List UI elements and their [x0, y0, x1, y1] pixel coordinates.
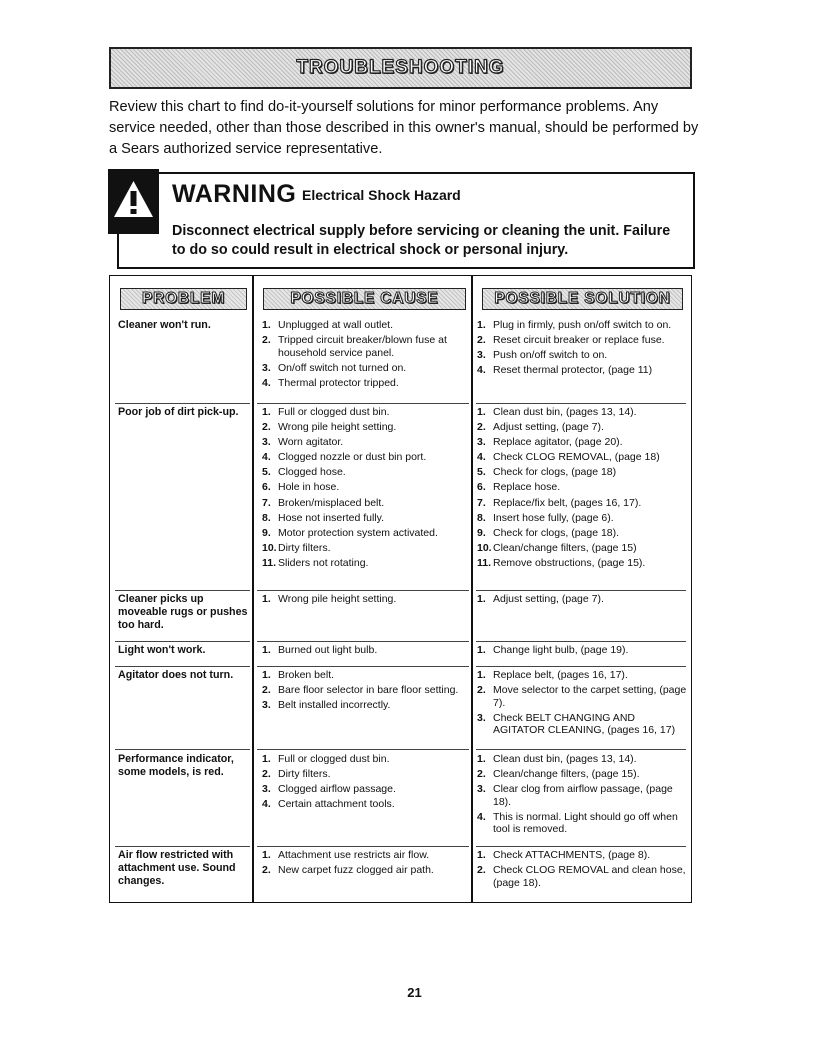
item-text: Insert hose fully, (page 6).	[493, 511, 614, 524]
item-number: 5.	[262, 466, 271, 479]
cause-item	[262, 497, 467, 510]
cause-item	[262, 699, 467, 712]
solution-list	[477, 319, 687, 379]
item-number: 1.	[262, 753, 271, 765]
row-separator	[476, 403, 686, 404]
solution-item	[477, 811, 687, 836]
cause-item	[262, 798, 467, 811]
item-number: 7.	[477, 496, 486, 509]
item-number: 4.	[477, 810, 486, 823]
solution-item	[477, 421, 687, 434]
cause-item	[262, 481, 467, 494]
cause-list	[262, 406, 467, 572]
item-number: 10.	[477, 541, 492, 554]
cause-item	[262, 768, 467, 781]
item-number: 1.	[262, 406, 271, 418]
item-number: 2.	[477, 421, 486, 434]
solution-item	[477, 466, 687, 479]
solution-item	[477, 849, 687, 862]
item-text: Clean dust bin, (pages 13, 14).	[493, 753, 637, 765]
row-separator	[115, 846, 250, 847]
item-text: Change light bulb, (page 19).	[493, 644, 629, 656]
solution-item	[477, 406, 687, 419]
cause-item	[262, 557, 467, 570]
header-possible-solution: POSSIBLE SOLUTION	[482, 288, 683, 310]
item-text: Tripped circuit breaker/blown fuse at household service panel.	[278, 334, 447, 359]
cause-item	[262, 527, 467, 540]
problem-text: Cleaner picks up moveable rugs or pushes too hard.	[118, 593, 248, 631]
row-separator	[115, 666, 250, 667]
problem-text: Agitator does not turn.	[118, 669, 234, 681]
item-number: 1.	[262, 849, 271, 861]
item-text: Wrong pile height setting.	[278, 593, 397, 605]
item-number: 4.	[262, 798, 271, 811]
item-text: Dirty filters.	[278, 768, 331, 781]
item-number: 1.	[477, 753, 486, 765]
item-text: Move selector to the carpet setting, (page 7).	[493, 684, 687, 709]
item-number: 2.	[477, 864, 486, 877]
row-separator	[476, 641, 686, 642]
item-text: Worn agitator.	[278, 436, 344, 449]
cause-list	[262, 644, 467, 659]
item-text: Replace agitator, (page 20).	[493, 436, 623, 449]
item-text: Attachment use restricts air flow.	[278, 849, 430, 861]
cause-item	[262, 334, 467, 359]
item-text: Hole in hose.	[278, 481, 340, 494]
item-number: 11.	[477, 556, 492, 569]
row-separator	[257, 641, 469, 642]
item-text: On/off switch not turned on.	[278, 361, 407, 374]
item-text: Clean/change filters, (page 15).	[493, 768, 640, 781]
item-number: 3.	[262, 783, 271, 796]
item-number: 4.	[477, 451, 486, 464]
cause-list	[262, 593, 467, 608]
solution-item	[477, 864, 687, 889]
cause-item	[262, 436, 467, 449]
row-separator	[115, 590, 250, 591]
item-text: Clean dust bin, (pages 13, 14).	[493, 406, 637, 418]
item-number: 1.	[477, 319, 486, 331]
intro-paragraph: Review this chart to find do-it-yourself solutions for minor performance problems. Any service needed, other than those described in this owner's manual, should be performed by a Sears authorized service representative.	[109, 99, 699, 157]
solution-item	[477, 512, 687, 525]
item-text: Reset circuit breaker or replace fuse.	[493, 334, 665, 347]
row-separator	[476, 749, 686, 750]
row-separator	[257, 846, 469, 847]
item-number: 3.	[477, 783, 486, 796]
solution-item	[477, 644, 687, 657]
cause-item	[262, 864, 467, 877]
item-number: 1.	[477, 593, 486, 605]
problem-text: Poor job of dirt pick-up.	[118, 406, 239, 418]
item-text: Motor protection system activated.	[278, 526, 438, 539]
item-number: 2.	[477, 768, 486, 781]
item-text: Reset thermal protector, (page 11)	[493, 364, 653, 377]
cause-item	[262, 542, 467, 555]
item-text: Clogged hose.	[278, 466, 346, 479]
solution-item	[477, 319, 687, 332]
item-number: 1.	[262, 593, 271, 605]
cause-item	[262, 753, 467, 766]
item-number: 2.	[477, 334, 486, 347]
item-number: 1.	[477, 406, 486, 418]
item-text: New carpet fuzz clogged air path.	[278, 864, 434, 877]
solution-list	[477, 593, 687, 608]
item-number: 1.	[262, 669, 271, 681]
item-text: Clear clog from airflow passage, (page 18).	[493, 783, 673, 808]
item-number: 4.	[262, 451, 271, 464]
solution-item	[477, 481, 687, 494]
solution-item	[477, 527, 687, 540]
item-number: 6.	[262, 481, 271, 494]
item-text: Push on/off switch to on.	[493, 349, 608, 362]
warning-box-edge	[117, 232, 119, 269]
item-number: 2.	[262, 684, 271, 697]
cause-list	[262, 669, 467, 714]
row-separator	[476, 590, 686, 591]
item-text: Full or clogged dust bin.	[278, 753, 390, 765]
item-text: Replace/fix belt, (pages 16, 17).	[493, 496, 642, 509]
problem-text: Performance indicator, some models, is red.	[118, 753, 234, 778]
item-text: Adjust setting, (page 7).	[493, 593, 604, 605]
solution-list	[477, 849, 687, 892]
item-number: 6.	[477, 481, 486, 494]
item-number: 2.	[262, 864, 271, 877]
row-separator	[257, 666, 469, 667]
item-text: Check for clogs, (page 18)	[493, 466, 617, 479]
header-problem: PROBLEM	[120, 288, 247, 310]
cause-item	[262, 512, 467, 525]
item-text: Replace belt, (pages 16, 17).	[493, 669, 628, 681]
solution-item	[477, 669, 687, 682]
row-separator	[476, 846, 686, 847]
solution-list	[477, 669, 687, 739]
item-number: 3.	[477, 436, 486, 449]
cause-item	[262, 684, 467, 697]
item-number: 2.	[262, 421, 271, 434]
item-number: 2.	[477, 684, 486, 697]
item-number: 4.	[477, 364, 486, 377]
solution-item	[477, 768, 687, 781]
cause-item	[262, 783, 467, 796]
item-text: Check BELT CHANGING AND AGITATOR CLEANING, (pages 16, 17)	[493, 711, 676, 737]
item-number: 1.	[262, 644, 271, 656]
row-separator	[257, 749, 469, 750]
solution-item	[477, 451, 687, 464]
item-text: Sliders not rotating.	[278, 556, 369, 569]
item-text: Belt installed incorrectly.	[278, 699, 391, 712]
item-number: 1.	[262, 319, 271, 331]
item-text: Remove obstructions, (page 15).	[493, 556, 646, 569]
item-number: 3.	[262, 361, 271, 374]
problem-text: Light won't work.	[118, 644, 206, 656]
item-text: Wrong pile height setting.	[278, 421, 397, 434]
item-number: 9.	[262, 526, 271, 539]
problem-text: Cleaner won't run.	[118, 319, 211, 331]
item-number: 11.	[262, 556, 277, 569]
cause-list	[262, 849, 467, 879]
cause-list	[262, 319, 467, 392]
cause-item	[262, 849, 467, 862]
solution-item	[477, 364, 687, 377]
item-text: This is normal. Light should go off when tool is removed.	[493, 810, 678, 836]
header-possible-cause: POSSIBLE CAUSE	[263, 288, 466, 310]
solution-item	[477, 684, 687, 709]
item-number: 10.	[262, 541, 277, 554]
warning-heading: WARNING	[172, 180, 297, 208]
item-text: Bare floor selector in bare floor setting.	[278, 684, 459, 697]
item-text: Adjust setting, (page 7).	[493, 421, 604, 434]
item-text: Plug in firmly, push on/off switch to on.	[493, 319, 672, 331]
warning-subheading: Electrical Shock Hazard	[302, 187, 461, 203]
item-text: Clogged airflow passage.	[278, 783, 396, 796]
cause-item	[262, 319, 467, 332]
warning-triangle-icon	[108, 169, 159, 234]
row-separator	[115, 403, 250, 404]
item-number: 3.	[262, 699, 271, 712]
column-divider	[471, 276, 473, 902]
item-text: Clogged nozzle or dust bin port.	[278, 451, 427, 464]
item-number: 1.	[477, 669, 486, 681]
solution-item	[477, 497, 687, 510]
cause-item	[262, 669, 467, 682]
item-text: Certain attachment tools.	[278, 798, 395, 811]
item-text: Broken/misplaced belt.	[278, 496, 385, 509]
cause-item	[262, 421, 467, 434]
item-number: 8.	[477, 511, 486, 524]
warning-text: Disconnect electrical supply before servicing or cleaning the unit. Failure to do so could result in electrical shock or personal injury.	[172, 223, 671, 258]
item-text: Unplugged at wall outlet.	[278, 319, 393, 331]
item-text: Check for clogs, (page 18).	[493, 526, 620, 539]
solution-item	[477, 753, 687, 766]
item-number: 7.	[262, 496, 271, 509]
item-number: 3.	[477, 711, 486, 724]
row-separator	[115, 749, 250, 750]
item-text: Full or clogged dust bin.	[278, 406, 390, 418]
item-number: 3.	[262, 436, 271, 449]
item-text: Check CLOG REMOVAL, (page 18)	[493, 451, 660, 464]
item-number: 4.	[262, 376, 271, 389]
item-text: Dirty filters.	[278, 541, 331, 554]
solution-item	[477, 542, 687, 555]
solution-item	[477, 712, 687, 737]
cause-item	[262, 406, 467, 419]
row-separator	[257, 403, 469, 404]
cause-list	[262, 753, 467, 813]
cause-item	[262, 377, 467, 390]
solution-list	[477, 406, 687, 572]
item-number: 2.	[262, 768, 271, 781]
item-number: 5.	[477, 466, 486, 479]
cause-item	[262, 362, 467, 375]
solution-item	[477, 593, 687, 606]
item-number: 3.	[477, 349, 486, 362]
row-separator	[115, 641, 250, 642]
cause-item	[262, 451, 467, 464]
solution-list	[477, 753, 687, 838]
item-text: Check CLOG REMOVAL and clean hose, (page 18).	[493, 864, 686, 889]
solution-item	[477, 436, 687, 449]
cause-item	[262, 644, 467, 657]
item-text: Replace hose.	[493, 481, 561, 494]
solution-item	[477, 334, 687, 347]
item-text: Broken belt.	[278, 669, 335, 681]
item-number: 2.	[262, 334, 271, 347]
item-number: 1.	[477, 644, 486, 656]
item-text: Check ATTACHMENTS, (page 8).	[493, 849, 651, 861]
item-number: 8.	[262, 511, 271, 524]
solution-item	[477, 783, 687, 808]
item-number: 9.	[477, 526, 486, 539]
troubleshooting-table	[109, 275, 692, 903]
cause-item	[262, 466, 467, 479]
title-banner	[109, 47, 692, 89]
page-title: TROUBLESHOOTING	[296, 57, 505, 78]
cause-item	[262, 593, 467, 606]
solution-item	[477, 349, 687, 362]
solution-list	[477, 644, 687, 659]
item-text: Clean/change filters, (page 15)	[493, 541, 637, 554]
problem-text: Air flow restricted with attachment use. Sound changes.	[118, 849, 236, 887]
item-number: 1.	[477, 849, 486, 861]
row-separator	[257, 590, 469, 591]
row-separator	[476, 666, 686, 667]
item-text: Hose not inserted fully.	[278, 511, 385, 524]
solution-item	[477, 557, 687, 570]
item-text: Burned out light bulb.	[278, 644, 378, 656]
item-text: Thermal protector tripped.	[278, 376, 399, 389]
column-divider	[252, 276, 254, 902]
page-number: 21	[407, 985, 422, 1000]
